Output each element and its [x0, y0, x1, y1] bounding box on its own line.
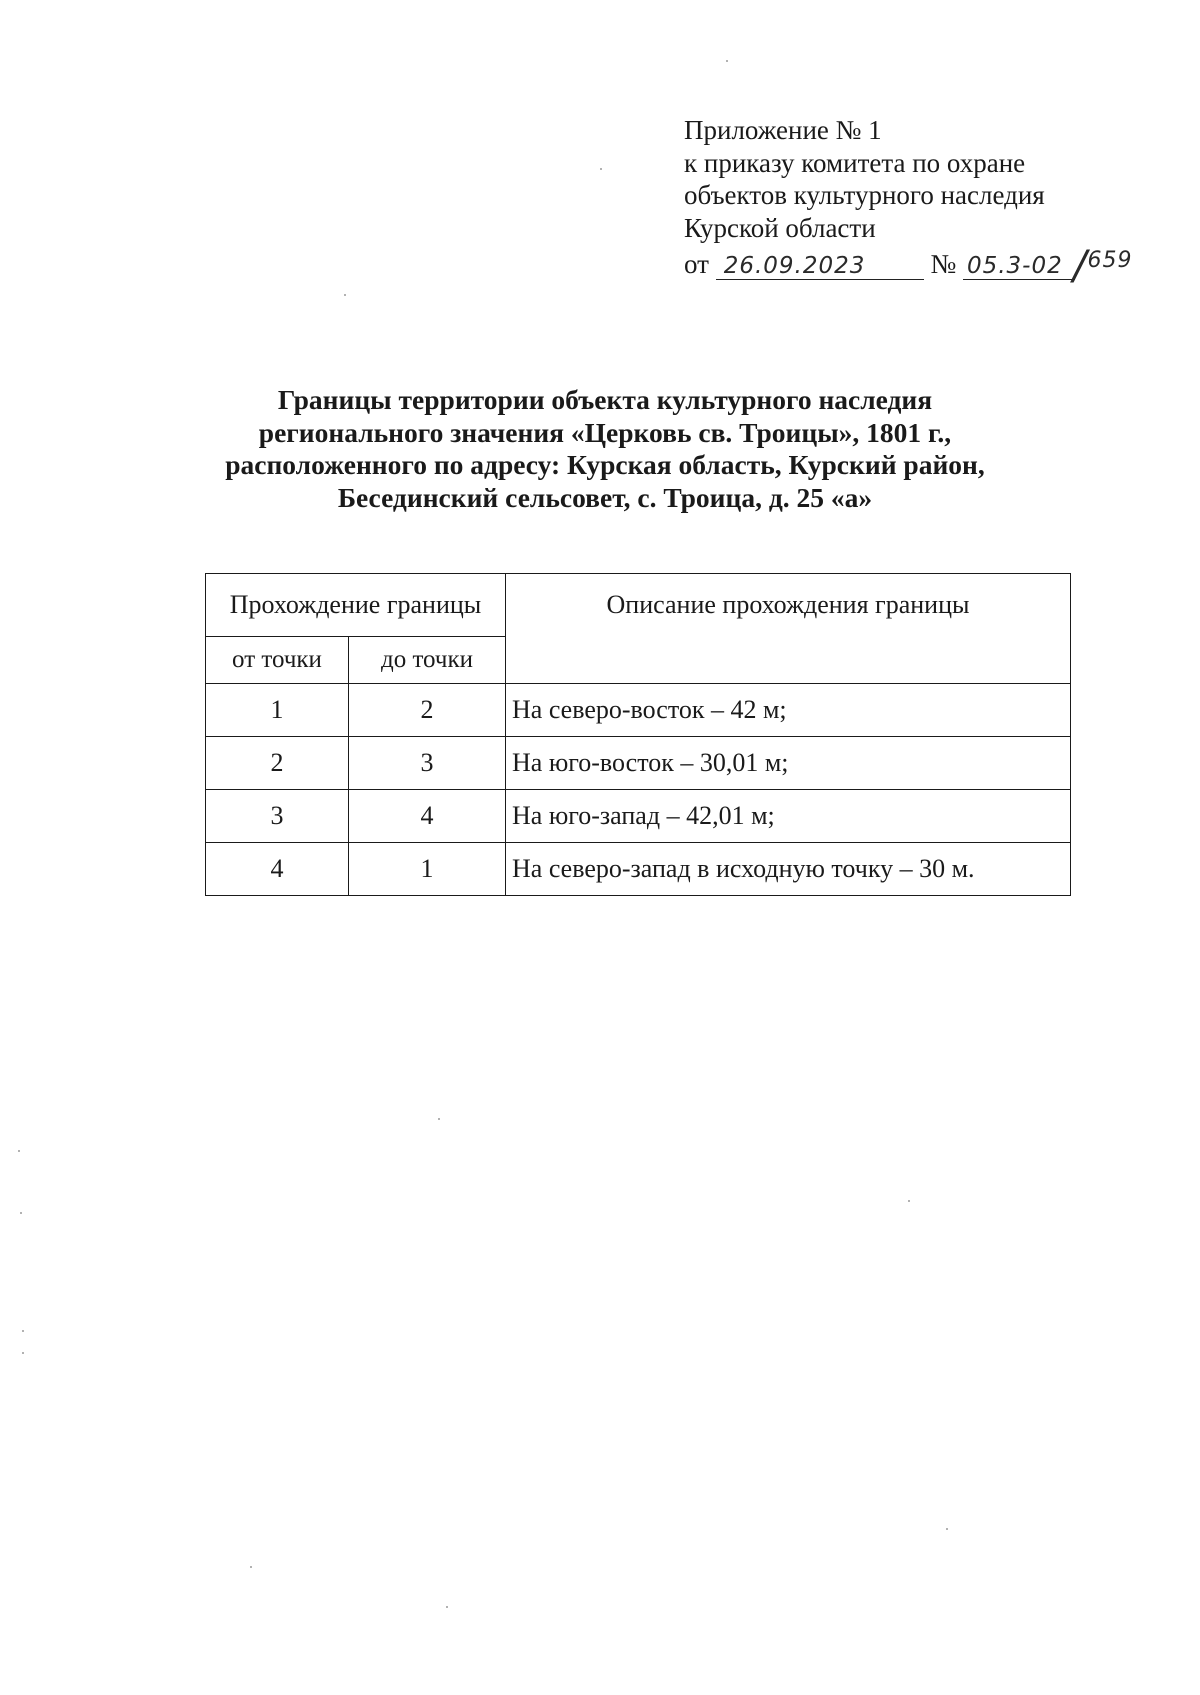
table-row	[206, 737, 1071, 790]
appendix-line-2: к приказу комитета по охране	[684, 147, 1026, 178]
scan-speck	[726, 60, 728, 62]
header-from-point: от точки	[206, 637, 349, 684]
order-date: 26.09.2023	[716, 253, 924, 280]
cell-description: На юго-восток – 30,01 м;	[506, 737, 1071, 790]
scan-speck	[438, 1118, 440, 1120]
header-description: Описание прохождения границы	[506, 574, 1071, 684]
table-row	[206, 684, 1071, 737]
cell-from: 3	[206, 790, 349, 843]
title-line-2: регионального значения «Церковь св. Троицы», 1801 г.,	[258, 416, 952, 448]
document-title	[170, 384, 1040, 514]
cell-description: На юго-запад – 42,01 м;	[506, 790, 1071, 843]
scan-speck	[20, 1212, 22, 1214]
cell-description: На северо-восток – 42 м;	[506, 684, 1071, 737]
cell-to: 1	[349, 843, 506, 896]
cell-description: На северо-запад в исходную точку – 30 м.	[506, 843, 1071, 896]
scan-speck	[344, 294, 346, 296]
table-row	[206, 843, 1071, 896]
cell-to: 4	[349, 790, 506, 843]
appendix-line-3: объектов культурного наследия	[684, 180, 1045, 210]
scan-speck	[946, 1528, 948, 1530]
slash-mark: /	[1072, 243, 1088, 289]
header-to-point: до точки	[349, 637, 506, 684]
title-line-4: Бесединский сельсовет, с. Троица, д. 25 «а»	[337, 481, 873, 513]
appendix-line-1: Приложение № 1	[684, 115, 882, 145]
order-number: 05.3-02	[963, 253, 1075, 280]
table-row	[206, 790, 1071, 843]
appendix-reference	[684, 114, 1133, 289]
scan-speck	[22, 1330, 24, 1332]
appendix-line-4: Курской области	[684, 212, 876, 243]
cell-to: 2	[349, 684, 506, 737]
title-line-1: Границы территории объекта культурного наследия	[277, 384, 933, 415]
scan-speck	[600, 168, 602, 170]
header-boundary-passage: Прохождение границы	[206, 574, 506, 637]
cell-from: 4	[206, 843, 349, 896]
scan-speck	[908, 1200, 910, 1202]
scan-speck	[446, 1606, 448, 1608]
table-header-row	[206, 574, 1071, 637]
order-number-suffix: 659	[1087, 248, 1133, 273]
from-label: от	[684, 249, 709, 279]
cell-to: 3	[349, 737, 506, 790]
cell-from: 1	[206, 684, 349, 737]
order-date-number-line	[684, 243, 1133, 289]
boundary-table	[205, 573, 1071, 896]
scan-speck	[22, 1352, 24, 1354]
cell-from: 2	[206, 737, 349, 790]
title-line-3: расположенного по адресу: Курская область, Курский район,	[225, 449, 985, 480]
number-label: №	[930, 249, 957, 279]
scan-speck	[18, 1150, 20, 1152]
scan-speck	[250, 1566, 252, 1568]
